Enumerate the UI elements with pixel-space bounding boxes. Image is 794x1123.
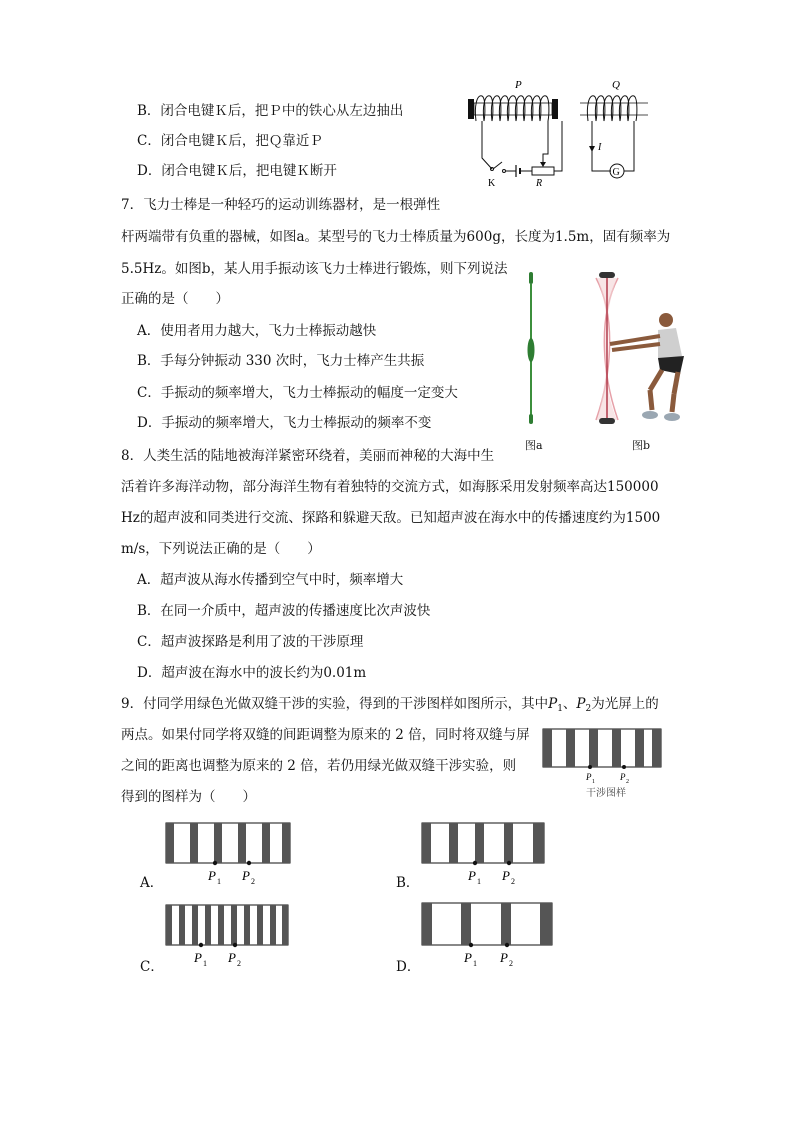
q9-stem-line1: 9．付同学用绿色光做双缝干涉的实验，得到的干涉图样如图所示，其中$P_1$、$P_2$为光屏上的 bbox=[121, 696, 659, 714]
q9-option-a-label: A． bbox=[140, 875, 164, 891]
q8-option-c: C．超声波探路是利用了波的干涉原理 bbox=[137, 634, 364, 650]
svg-text:2: 2 bbox=[237, 959, 241, 968]
q8-stem-line3: Hz的超声波和同类进行交流、探路和躲避天敌。已知超声波在海水中的传播速度约为1500 bbox=[121, 510, 661, 526]
svg-text:2: 2 bbox=[509, 959, 513, 968]
svg-text:P: P bbox=[464, 950, 472, 965]
q7-option-d: D．手振动的频率增大，飞力士棒振动的频率不变 bbox=[137, 415, 432, 431]
svg-text:P: P bbox=[228, 950, 236, 965]
switch-k-label: K bbox=[488, 178, 496, 189]
figure-b-caption: 图b bbox=[632, 439, 651, 452]
svg-text:P: P bbox=[620, 772, 626, 782]
galvanometer-g-label: G bbox=[612, 167, 620, 178]
coil-p-label: P bbox=[515, 79, 522, 91]
q8-stem-line1: 8．人类生活的陆地被海洋紧密环绕着，美丽而神秘的大海中生 bbox=[121, 448, 495, 464]
current-i-label: I bbox=[598, 142, 602, 153]
figure-a-caption: 图a bbox=[525, 439, 543, 452]
induction-circuit-diagram bbox=[462, 76, 662, 191]
q9-stem-line2: 两点。如果付同学将双缝的间距调整为原来的 2 倍，同时将双缝与屏 bbox=[121, 727, 530, 743]
flexi-bar-figure-b bbox=[588, 270, 700, 430]
svg-text:1: 1 bbox=[477, 877, 481, 886]
q7-stem-line2: 杆两端带有负重的器械，如图a。某型号的飞力士棒质量为600g，长度为1.5m，固有频率为 bbox=[121, 229, 671, 245]
q8-option-d: D．超声波在海水中的波长约为0.01m bbox=[137, 665, 367, 681]
q9-stem-line3: 之间的距离也调整为原来的 2 倍，若仍用绿光做双缝干涉实验，则 bbox=[121, 758, 517, 774]
q7-option-a: A．使用者用力越大，飞力士棒振动越快 bbox=[137, 323, 377, 339]
svg-text:1: 1 bbox=[473, 959, 477, 968]
q9-option-a-pattern bbox=[163, 820, 293, 890]
svg-text:P: P bbox=[242, 868, 250, 883]
svg-text:1: 1 bbox=[203, 959, 207, 968]
svg-text:2: 2 bbox=[511, 877, 515, 886]
q8-stem-line4: m/s，下列说法正确的是（ ） bbox=[121, 541, 321, 557]
svg-text:2: 2 bbox=[251, 877, 255, 886]
q8-stem-line2: 活着许多海洋动物，部分海洋生物有着独特的交流方式，如海豚采用发射频率高达150000 bbox=[121, 479, 659, 495]
svg-text:P: P bbox=[586, 772, 592, 782]
q6-option-c: C．闭合电键Ｋ后，把Ｑ靠近Ｐ bbox=[137, 133, 323, 149]
coil-q-label: Q bbox=[612, 79, 620, 91]
q9-option-c-label: C． bbox=[140, 959, 164, 975]
rheostat-r-label: R bbox=[536, 178, 543, 189]
svg-text:P: P bbox=[502, 868, 510, 883]
svg-text:P: P bbox=[194, 950, 202, 965]
q6-option-b: B．闭合电键Ｋ后，把Ｐ中的铁心从左边抽出 bbox=[137, 103, 404, 119]
q8-option-b: B．在同一介质中，超声波的传播速度比次声波快 bbox=[137, 603, 431, 619]
q9-stem-line4: 得到的图样为（ ） bbox=[121, 789, 256, 805]
q9-option-b-label: B． bbox=[396, 875, 420, 891]
q9-option-d-pattern bbox=[419, 900, 555, 972]
q7-stem-line4: 正确的是（ ） bbox=[121, 291, 229, 307]
svg-text:1: 1 bbox=[217, 877, 221, 886]
interference-pattern-reference bbox=[540, 726, 666, 800]
svg-text:P: P bbox=[468, 868, 476, 883]
svg-text:P: P bbox=[500, 950, 508, 965]
q8-option-a: A．超声波从海水传播到空气中时，频率增大 bbox=[137, 572, 404, 588]
q9-option-d-label: D． bbox=[396, 959, 421, 975]
q9-option-c-pattern bbox=[163, 902, 293, 972]
q7-stem-line3: 5.5Hz。如图b，某人用手振动该飞力士棒进行锻炼，则下列说法 bbox=[121, 261, 508, 277]
q9-option-b-pattern bbox=[419, 820, 549, 890]
q7-option-b: B．手每分钟振动 330 次时，飞力士棒产生共振 bbox=[137, 353, 425, 369]
svg-text:P: P bbox=[208, 868, 216, 883]
svg-text:1: 1 bbox=[592, 779, 595, 785]
q6-option-d: D．闭合电键Ｋ后，把电键Ｋ断开 bbox=[137, 163, 337, 179]
svg-text:2: 2 bbox=[626, 779, 629, 785]
flexi-bar-figure-a bbox=[515, 268, 555, 428]
interference-caption: 干涉图样 bbox=[586, 788, 626, 799]
q7-option-c: C．手振动的频率增大，飞力士棒振动的幅度一定变大 bbox=[137, 385, 458, 401]
q7-stem-line1: 7．飞力士棒是一种轻巧的运动训练器材，是一根弹性 bbox=[121, 197, 441, 213]
